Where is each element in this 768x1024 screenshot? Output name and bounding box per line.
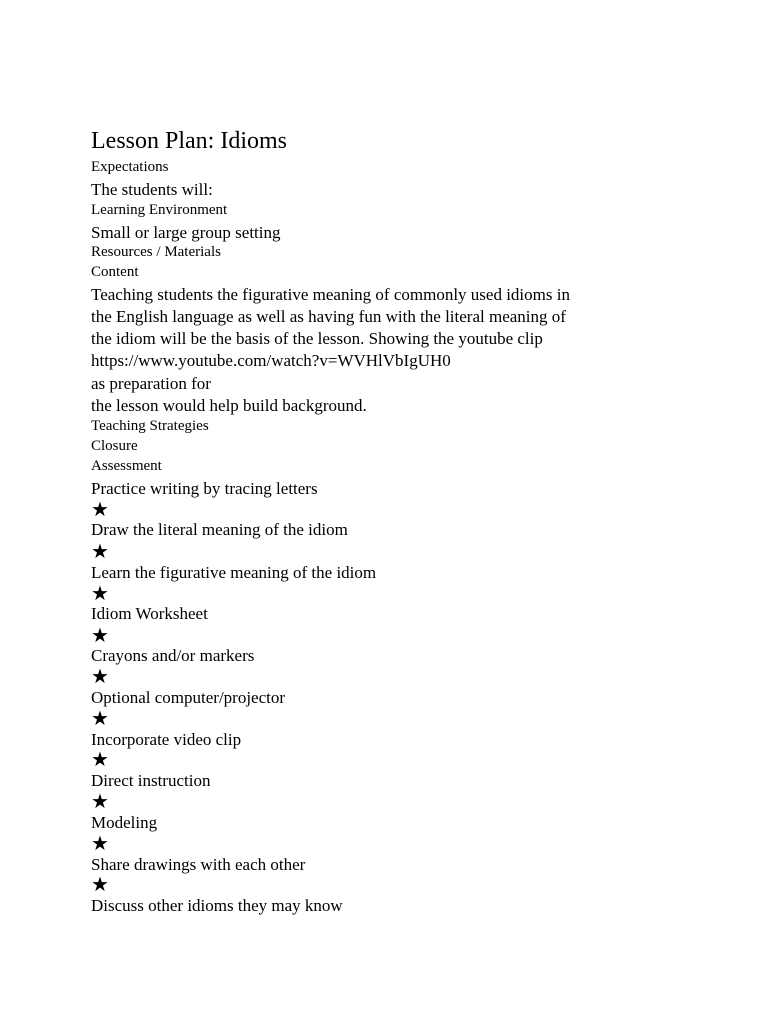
- page-title: Lesson Plan: Idioms: [91, 128, 287, 154]
- heading-resources-materials: Resources / Materials: [91, 244, 221, 260]
- content-line: Teaching students the figurative meaning of commonly used idioms in: [91, 285, 570, 304]
- list-item: Crayons and/or markers: [91, 646, 255, 665]
- heading-learning-environment: Learning Environment: [91, 202, 228, 218]
- environment-text: Small or large group setting: [91, 223, 281, 242]
- star-icon: ★: [91, 708, 109, 730]
- heading-closure: Closure: [91, 438, 138, 454]
- heading-content: Content: [91, 264, 139, 280]
- star-icon: ★: [91, 666, 109, 688]
- star-icon: ★: [91, 625, 109, 647]
- star-icon: ★: [91, 749, 109, 771]
- list-item: Idiom Worksheet: [91, 604, 208, 623]
- content-line: the idiom will be the basis of the lesson. Showing the youtube clip: [91, 329, 543, 348]
- star-icon: ★: [91, 583, 109, 605]
- list-item: Draw the literal meaning of the idiom: [91, 520, 348, 539]
- star-icon: ★: [91, 499, 109, 521]
- heading-expectations: Expectations: [91, 159, 169, 175]
- list-item: Direct instruction: [91, 771, 211, 790]
- heading-assessment: Assessment: [91, 458, 162, 474]
- list-item: Learn the figurative meaning of the idiom: [91, 563, 377, 582]
- star-icon: ★: [91, 541, 109, 563]
- list-item: Modeling: [91, 813, 158, 832]
- star-icon: ★: [91, 874, 109, 896]
- star-icon: ★: [91, 791, 109, 813]
- heading-teaching-strategies: Teaching Strategies: [91, 418, 209, 434]
- star-icon: ★: [91, 833, 109, 855]
- content-line: as preparation for: [91, 374, 211, 393]
- list-item: Incorporate video clip: [91, 730, 242, 749]
- list-item: Optional computer/projector: [91, 688, 286, 707]
- list-item: Discuss other idioms they may know: [91, 896, 343, 915]
- youtube-link-text: https://www.youtube.com/watch?v=WVHlVbIgUH0: [91, 351, 451, 370]
- list-item: Practice writing by tracing letters: [91, 479, 318, 498]
- content-line: the lesson would help build background.: [91, 396, 367, 415]
- list-item: Share drawings with each other: [91, 855, 306, 874]
- expectations-text: The students will:: [91, 180, 213, 199]
- content-line: the English language as well as having fun with the literal meaning of: [91, 307, 566, 326]
